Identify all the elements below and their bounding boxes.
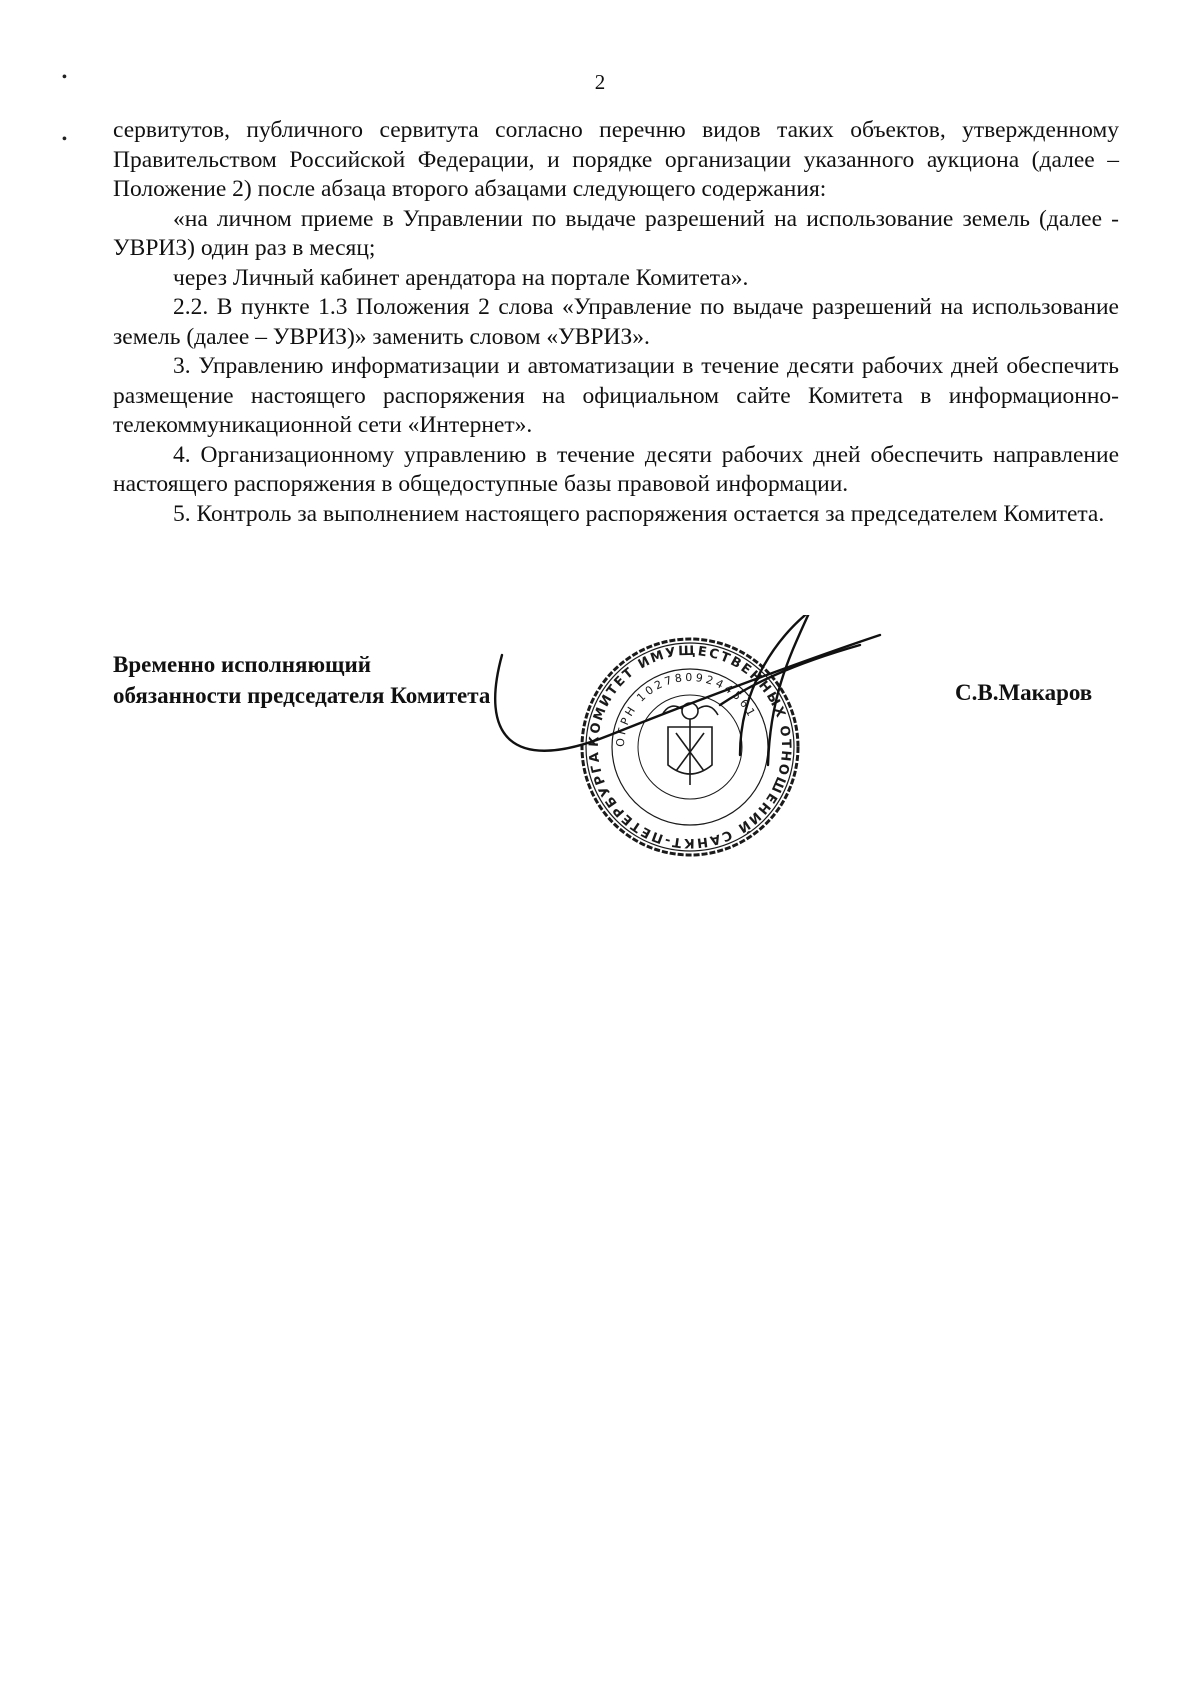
seal-outer-text: КОМИТЕТ ИМУЩЕСТВЕННЫХ ОТНОШЕНИЙ САНКТ-ПЕТЕРБУРГА xyxy=(586,643,794,851)
signatory-position xyxy=(113,649,490,711)
coat-of-arms-icon xyxy=(662,703,718,785)
paragraph: «на личном приеме в Управлении по выдаче разрешений на использование земель (далее - УВРИЗ) один раз в месяц; xyxy=(113,205,1119,261)
paragraph: сервитутов, публичного сервитута согласно перечню видов таких объектов, утвержденному Правительством Российской Федерации, и порядке организации указанного аукциона (далее – Положение 2) после абзаца второго абзацами следующего содержания: xyxy=(113,117,1119,202)
document-body xyxy=(113,116,1119,529)
scan-artifact-mark: • xyxy=(62,132,67,147)
paragraph: 3. Управлению информатизации и автоматизации в течение десяти рабочих дней обеспечить размещение настоящего распоряжения на официальном сайте Комитета в информационно-телекоммуникационной сети «Интернет». xyxy=(113,353,1119,438)
official-seal xyxy=(490,615,890,875)
signatory-name: С.В.Макаров xyxy=(955,680,1093,705)
svg-text:ОГРН 1027809244561 xyxy=(614,671,759,747)
scan-artifact-mark: • xyxy=(62,70,67,85)
signatory-position-line: обязанности председателя Комитета xyxy=(113,683,491,708)
handwritten-signature xyxy=(495,615,880,765)
paragraph: 4. Организационному управлению в течение десяти рабочих дней обеспечить направление настоящего распоряжения в общедоступные базы правовой информации. xyxy=(113,441,1119,497)
signatory-position-line: Временно исполняющий xyxy=(113,652,371,677)
seal-inner-text: ОГРН 1027809244561 xyxy=(613,670,759,748)
paragraph: через Личный кабинет арендатора на портале Комитета». xyxy=(173,264,749,291)
page-number: 2 xyxy=(594,70,606,94)
paragraph: 5. Контроль за выполнением настоящего распоряжения остается за председателем Комитета. xyxy=(173,500,1105,527)
paragraph: 2.2. В пункте 1.3 Положения 2 слова «Управление по выдаче разрешений на использование земель (далее – УВРИЗ)» заменить словом «УВРИЗ». xyxy=(113,294,1119,350)
